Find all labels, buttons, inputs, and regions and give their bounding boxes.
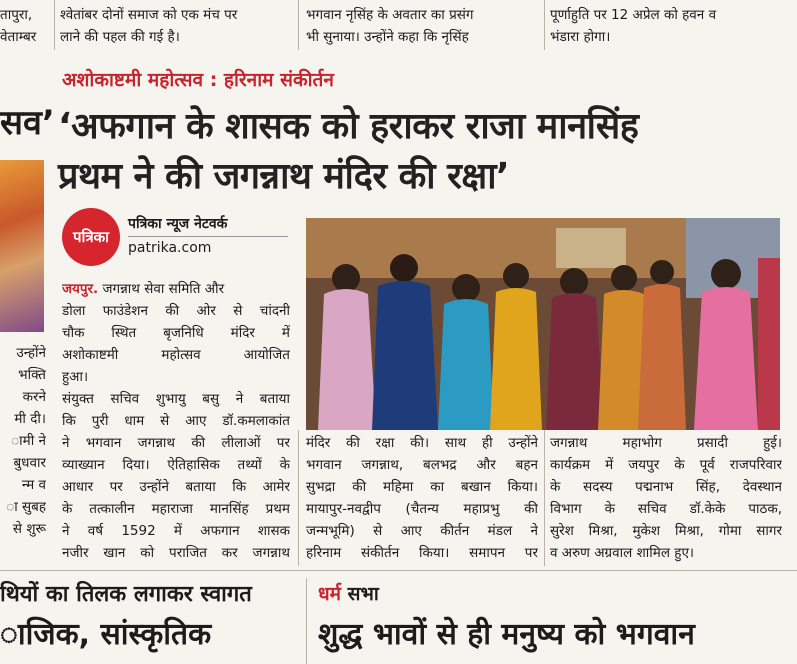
body-line: आधार पर उन्होंने बताया कि आमेर xyxy=(62,479,290,495)
body-line: संयुक्त सचिव शुभायु बसु ने बताया xyxy=(62,391,290,407)
body-line: अशोकाष्टमी महोत्सव आयोजित xyxy=(62,347,290,363)
body-line: हरिनाम संकीर्तन किया। समापन पर xyxy=(306,545,538,561)
body-line: के तत्कालीन महाराजा मानसिंह प्रथम xyxy=(62,501,290,517)
body-line: सुभद्रा की महिमा का बखान किया। xyxy=(306,479,538,495)
headline-line-2: प्रथम ने की जगन्नाथ मंदिर की रक्षा’ xyxy=(58,156,510,197)
photo-devotees-dancing xyxy=(306,218,780,430)
byline-rule xyxy=(128,236,288,237)
top-col-2-line: भी सुनाया। उन्होंने कहा कि नृसिंह xyxy=(306,29,469,45)
column-rule xyxy=(298,430,299,566)
bottom-left-headline-2: ाजिक, सांस्कृतिक xyxy=(0,617,212,652)
left-fragment-line: करने xyxy=(22,389,46,405)
top-col-3-line: पूर्णाहुति पर 12 अप्रेल को हवन व xyxy=(550,7,717,23)
byline: पत्रिका न्यूज नेटवर्क xyxy=(128,216,228,232)
headline-line-1: ‘अफगान के शासक को हराकर राजा मानसिंह xyxy=(58,106,639,147)
body-line: व्याख्यान दिया। ऐतिहासिक तथ्यों के xyxy=(62,457,290,473)
body-line: विभाग के सचिव डॉ.केके पाठक, xyxy=(550,501,782,517)
body-line: ने भगवान जगन्नाथ की लीलाओं पर xyxy=(62,435,290,451)
column-rule xyxy=(544,0,545,50)
body-line: नजीर खान को पराजित कर जगन्नाथ xyxy=(62,545,290,561)
website: patrika.com xyxy=(128,240,212,256)
lead-city: जयपुर. xyxy=(62,281,99,297)
body-line: व अरुण अग्रवाल शामिल हुए। xyxy=(550,545,695,561)
body-line: कि पुरी धाम से आए डॉ.कमलाकांत xyxy=(62,413,290,429)
left-photo-fragment xyxy=(0,160,44,332)
body-line: चौक स्थित बृजनिधि मंदिर में xyxy=(62,325,290,341)
left-fragment-line: ामी ने xyxy=(11,433,46,449)
left-fragment-line: बुधवार xyxy=(13,455,46,471)
bottom-right-kicker xyxy=(318,580,379,606)
body-line: जगन्नाथ महाभोग प्रसादी हुई। xyxy=(550,435,782,451)
body-line: मायापुर-नवद्वीप (चैतन्य महाप्रभु की xyxy=(306,501,538,517)
body-line: भगवान जगन्नाथ, बलभद्र और बहन xyxy=(306,457,538,473)
top-col-3-line: भंडारा होगा। xyxy=(550,29,611,45)
article-kicker: अशोकाष्टमी महोत्सव : हरिनाम संकीर्तन xyxy=(62,69,334,91)
left-fragment-line: से शुरू xyxy=(12,521,46,537)
body-line: मंदिर की रक्षा की। साथ ही उन्होंने xyxy=(306,435,538,451)
body-line: सुरेश मिश्रा, मुकेश मिश्रा, गोमा सागर xyxy=(550,523,782,539)
body-line: ने वर्ष 1592 में अफगान शासक xyxy=(62,523,290,539)
top-col-2-line: भगवान नृसिंह के अवतार का प्रसंग xyxy=(306,7,474,23)
patrika-logo: पत्रिका xyxy=(62,208,120,266)
body-line: जगन्नाथ सेवा समिति और xyxy=(98,281,225,297)
column-rule xyxy=(544,430,545,566)
kicker-black: सभा xyxy=(341,583,379,605)
body-line: के सदस्य पद्मनाभ सिंह, देवस्थान xyxy=(550,479,782,495)
top-col-left-line: वेताम्बर xyxy=(0,29,37,45)
bottom-left-headline-1: थियों का तिलक लगाकर स्वागत xyxy=(0,582,252,607)
body-line: हुआ। xyxy=(62,369,89,385)
section-rule xyxy=(0,570,797,571)
top-col-1-line: लाने की पहल की गई है। xyxy=(60,29,180,45)
article-photo xyxy=(306,218,780,430)
left-fragment-line: भक्ति xyxy=(18,367,46,383)
left-headline-tail: सव’ xyxy=(0,103,55,143)
column-rule xyxy=(306,578,307,664)
left-fragment-line: न्म व xyxy=(21,477,46,493)
top-col-1-line: श्वेतांबर दोनों समाज को एक मंच पर xyxy=(60,7,238,23)
column-rule xyxy=(54,0,55,50)
body-line: जन्मभूमि) से आए कीर्तन मंडल ने xyxy=(306,523,538,539)
body-line: डोला फाउंडेशन की ओर से चांदनी xyxy=(62,303,290,319)
left-fragment-line: ा सुबह xyxy=(6,499,46,515)
bottom-right-headline: शुद्ध भावों से ही मनुष्य को भगवान xyxy=(318,617,695,652)
top-col-left-line: तापुरा, xyxy=(0,7,33,23)
kicker-red: धर्म xyxy=(318,583,342,605)
body-line: कार्यक्रम में जयपुर के पूर्व राजपरिवार xyxy=(550,457,782,473)
left-fragment-line: उन्होंने xyxy=(16,345,46,361)
left-fragment-line: मी दी। xyxy=(14,411,46,427)
lead-line xyxy=(62,278,290,300)
column-rule xyxy=(298,0,299,50)
